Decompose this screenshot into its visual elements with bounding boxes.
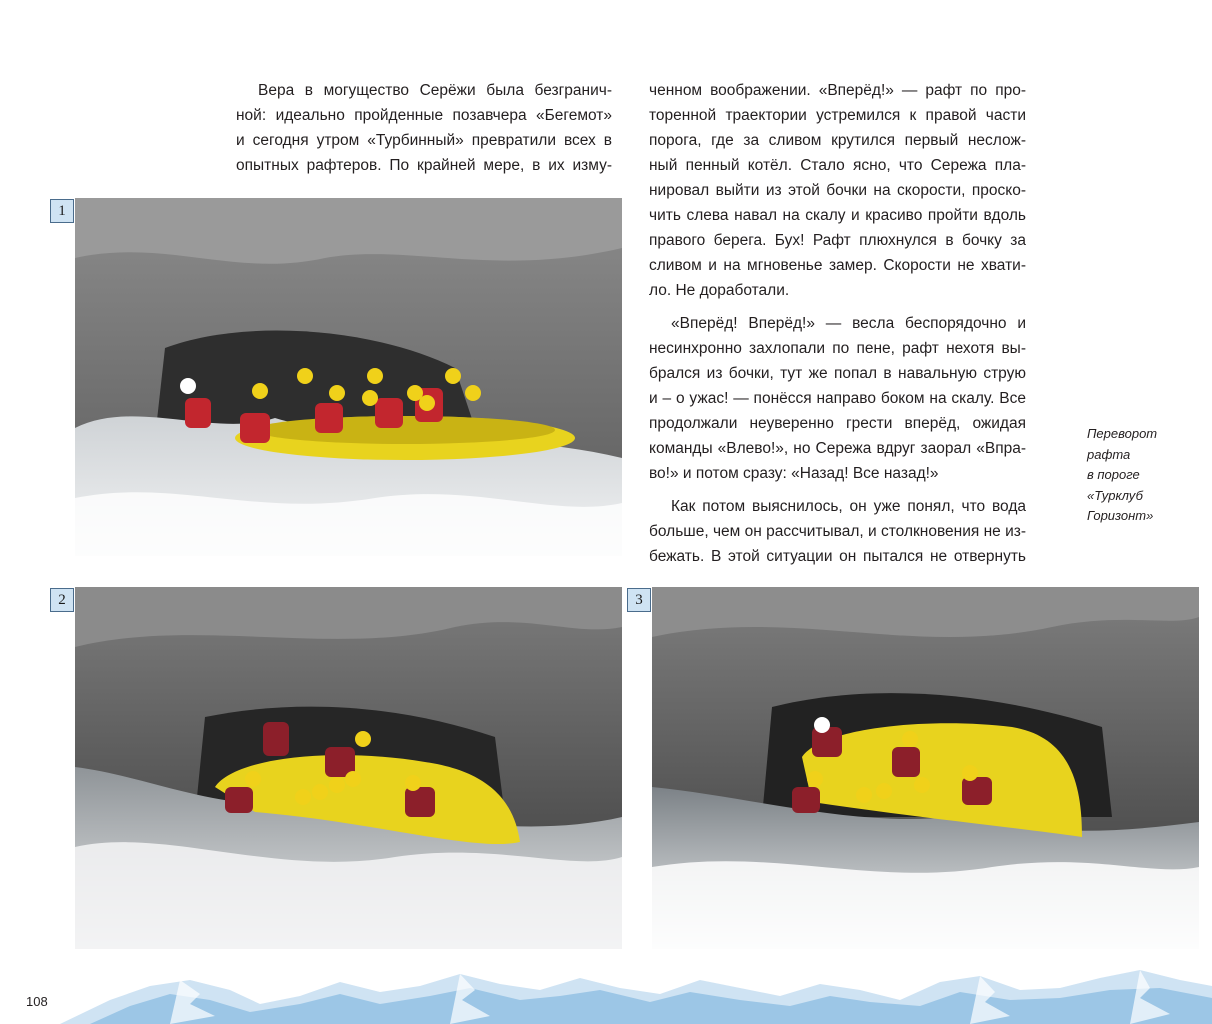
- paragraph-3: [649, 494, 1026, 569]
- text-line: команды «Влево!», но Сережа вдруг заорал «Впра-: [649, 440, 1026, 457]
- text-line: торенной траектории устремился к правой части: [649, 107, 1026, 124]
- photo-1: [75, 198, 622, 556]
- text-line: бежать. В этой ситуации он пытался не отвернуть: [649, 548, 1026, 565]
- photo-3: [652, 587, 1199, 949]
- photo-2: [75, 587, 622, 949]
- text-line: ный пенный котёл. Стало ясно, что Сережа пла-: [649, 157, 1026, 174]
- text-line: чить слева навал на скалу и красиво пройти вдоль: [649, 207, 1026, 224]
- caption-line: Переворот: [1087, 426, 1158, 441]
- caption-line: рафта: [1087, 446, 1131, 462]
- photo-1-image: [75, 198, 622, 556]
- photo-caption: [1087, 424, 1197, 527]
- right-column-text: [649, 78, 1026, 569]
- text-line: опытных рафтеров. По крайней мере, в их изму-: [236, 157, 612, 174]
- mountain-decoration-icon: [0, 960, 1212, 1024]
- text-line: правого берега. Бух! Рафт плюхнулся в бочку за: [649, 232, 1026, 249]
- text-line: ло. Не доработали.: [649, 282, 790, 299]
- text-line: ченном воображении. «Вперёд!» — рафт по про-: [649, 82, 1026, 99]
- text-line: Вера в могущество Серёжи была безгранич-: [258, 82, 612, 99]
- photo-3-number: 3: [627, 588, 651, 612]
- text-line: продолжали неуверенно грести вперёд, ожидая: [649, 415, 1026, 432]
- text-line: несинхронно захлопали по пене, рафт нехотя вы-: [649, 340, 1026, 357]
- text-line: и – о ужас! — понёсся направо боком на скалу. Все: [649, 390, 1026, 407]
- photo-2-image: [75, 587, 622, 949]
- left-column-text: [236, 78, 612, 178]
- caption-line: Горизонт»: [1087, 508, 1154, 523]
- text-line: «Вперёд! Вперёд!» — весла беспорядочно и: [671, 315, 1026, 332]
- text-line: больше, чем он рассчитывал, и столкновения не из-: [649, 523, 1026, 540]
- photo-1-number: 1: [50, 199, 74, 223]
- paragraph-1: [649, 78, 1026, 303]
- text-line: порога, где за сливом крутился первый неслож-: [649, 132, 1026, 149]
- photo-2-number: 2: [50, 588, 74, 612]
- caption-line: в пороге: [1087, 467, 1140, 482]
- text-line: во!» и потом сразу: «Назад! Все назад!»: [649, 465, 939, 482]
- text-line: и сегодня утром «Турбинный» превратили всех в: [236, 132, 612, 149]
- text-line: ной: идеально пройденные позавчера «Бегемот»: [236, 107, 612, 124]
- paragraph-2: [649, 311, 1026, 486]
- text-line: Как потом выяснилось, он уже понял, что вода: [671, 498, 1026, 515]
- photo-3-image: [652, 587, 1199, 949]
- page-number: 108: [26, 994, 48, 1009]
- text-line: нировал выйти из этой бочки на скорости, проско-: [649, 182, 1026, 199]
- caption-line: «Турклуб: [1087, 487, 1143, 503]
- text-line: брался из бочки, тут же попал в навальную струю: [649, 365, 1026, 382]
- text-line: сливом и на мгновенье замер. Скорости не хвати-: [649, 257, 1026, 274]
